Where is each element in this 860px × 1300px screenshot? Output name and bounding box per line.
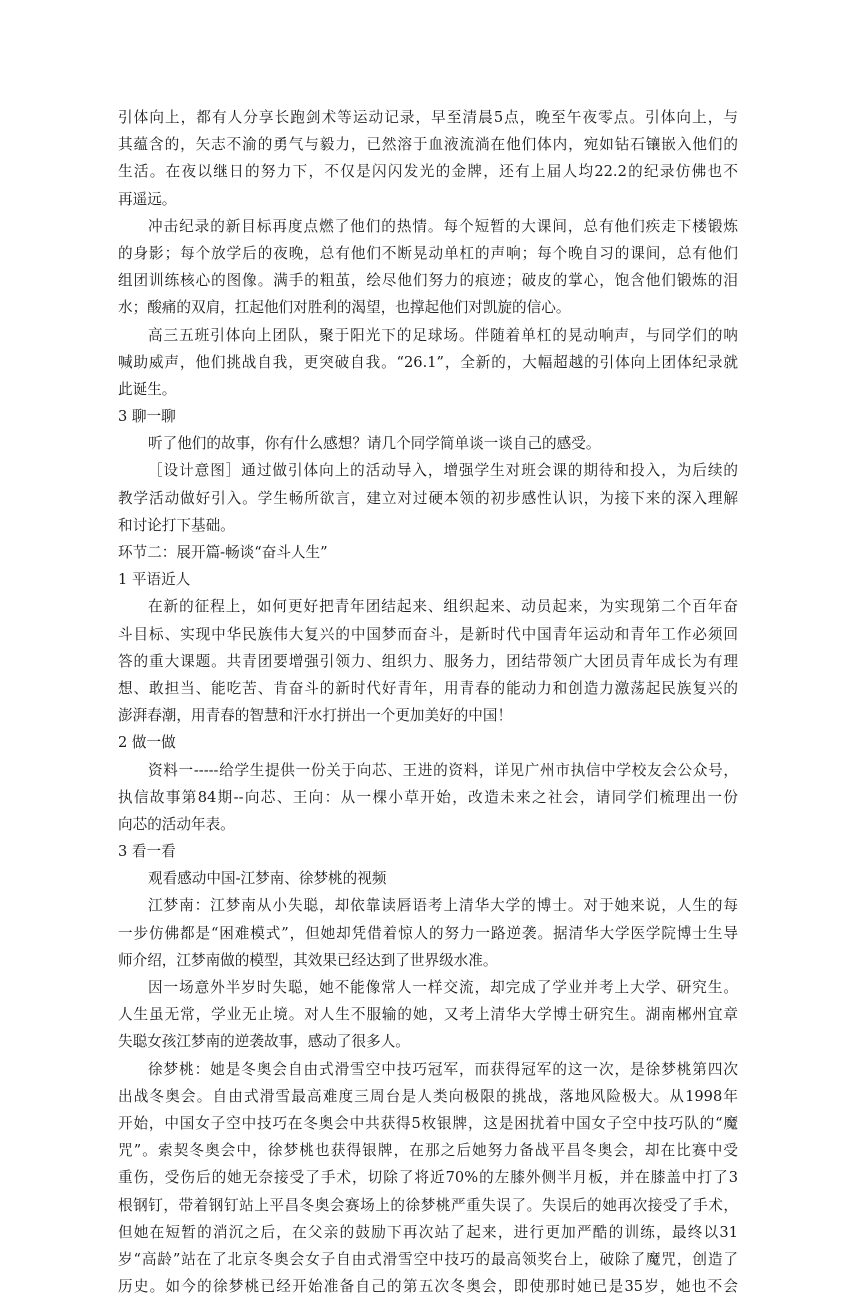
text-line: 喊助威声，他们挑战自我，更突破自我。“26.1”，全新的，大幅超越的引体向上团体纪录就 [118, 353, 738, 371]
text-line: 教学活动做好引入。学生畅所欲言，建立对过硬本领的初步感性认识，为接下来的深入理解 [118, 489, 738, 507]
text-line: 一步仿佛都是“困难模式”，但她却凭借着惊人的努力一路逆袭。据清华大学医学院博士生导 [118, 924, 738, 942]
text-line: 根钢钉，带着钢钉站上平昌冬奥会赛场上的徐梦桃严重失误了。失误后的她再次接受了手术， [118, 1196, 738, 1214]
text-line: 的身影；每个放学后的夜晚，总有他们不断晃动单杠的声响；每个晚自习的课间，总有他们 [118, 244, 738, 262]
text-line: 3 聊一聊 [118, 408, 176, 426]
text-line: 此诞生。 [118, 380, 177, 398]
text-line: 江梦南：江梦南从小失聪，却依靠读唇语考上清华大学的博士。对于她来说，人生的每 [148, 897, 738, 915]
text-line: 组团训练核心的图像。满手的粗茧，绘尽他们努力的痕迹；破皮的掌心，饱含他们锻炼的泪 [118, 272, 738, 290]
text-line: 澎湃春潮，用青春的智慧和汗水打拼出一个更加美好的中国！ [118, 707, 513, 725]
text-line: 但她在短暂的消沉之后，在父亲的鼓励下再次站了起来，进行更加严酷的训练，最终以31 [118, 1223, 738, 1241]
text-line: 在新的征程上，如何更好把青年团结起来、组织起来、动员起来，为实现第二个百年奋 [148, 598, 738, 616]
text-line: 失聪女孩江梦南的逆袭故事，感动了很多人。 [118, 1033, 410, 1051]
text-line: 徐梦桃：她是冬奥会自由式滑雪空中技巧冠军，而获得冠军的这一次，是徐梦桃第四次 [148, 1060, 738, 1078]
text-line: 水；酸痛的双肩，扛起他们对胜利的渴望，也撑起他们对凯旋的信心。 [118, 299, 571, 317]
text-line: 1 平语近人 [118, 571, 191, 589]
text-line: 听了他们的故事，你有什么感想？请几个同学简单谈一谈自己的感受。 [148, 435, 601, 453]
text-line: ［设计意图］通过做引体向上的活动导入，增强学生对班会课的期待和投入，为后续的 [148, 462, 738, 480]
text-line: 向芯的活动年表。 [118, 815, 235, 833]
text-line: 重伤，受伤后的她无奈接受了手术，切除了将近70%的左膝外侧半月板，并在膝盖中打了3 [118, 1169, 738, 1187]
text-line: 环节二：展开篇-畅谈“奋斗人生” [118, 544, 328, 561]
text-line: 其蕴含的，矢志不渝的勇气与毅力，已然溶于血液流淌在他们体内，宛如钻石镶嵌入他们的 [118, 136, 738, 154]
text-line: 再遥远。 [118, 190, 177, 208]
text-line: 因一场意外半岁时失聪，她不能像常人一样交流，却完成了学业并考上大学、研究生。 [148, 979, 738, 996]
text-line: 想、敢担当、能吃苦、肯奋斗的新时代好青年，用青春的能动力和创造力激荡起民族复兴的 [118, 679, 738, 697]
text-line: 咒”。索契冬奥会中，徐梦桃也获得银牌，在那之后她努力备战平昌冬奥会，却在比赛中受 [118, 1142, 738, 1160]
text-line: 出战冬奥会。自由式滑雪最高难度三周台是人类向极限的挑战，落地风险极大。从1998年 [118, 1087, 738, 1105]
text-line: 答的重大课题。共青团要增强引领力、组织力、服务力，团结带领广大团员青年成长为有理 [118, 652, 738, 670]
text-line: 资料一-----给学生提供一份关于向芯、王进的资料，详见广州市执信中学校友会公众号， [148, 761, 738, 779]
document-body [118, 104, 738, 1300]
text-line: 观看感动中国-江梦南、徐梦桃的视频 [148, 870, 387, 888]
text-line: 人生虽无常，学业无止境。对人生不服输的她，又考上清华大学博士研究生。湖南郴州宜章 [118, 1006, 738, 1024]
text-line: 引体向上，都有人分享长跑剑术等运动记录，早至清晨5点，晚至午夜零点。引体向上，与 [118, 109, 738, 126]
text-line: 和讨论打下基础。 [118, 516, 235, 534]
text-line: 岁“高龄”站在了北京冬奥会女子自由式滑雪空中技巧的最高领奖台上，破除了魔咒，创造了 [118, 1250, 738, 1268]
text-line: 师介绍，江梦南做的模型，其效果已经达到了世界级水准。 [118, 951, 498, 969]
text-line: 冲击纪录的新目标再度点燃了他们的热情。每个短暂的大课间，总有他们疾走下楼锻炼 [148, 217, 738, 235]
text-line: 开始，中国女子空中技巧在冬奥会中共获得5枚银牌，这是困扰着中国女子空中技巧队的“魔 [118, 1114, 738, 1132]
text-line: 高三五班引体向上团队，聚于阳光下的足球场。伴随着单杠的晃动响声，与同学们的呐 [148, 326, 738, 344]
text-line: 2 做一做 [118, 734, 176, 752]
text-line: 生活。在夜以继日的努力下，不仅是闪闪发光的金牌，还有上届人均22.2的纪录仿佛也不 [118, 163, 738, 181]
text-line: 执信故事第84期--向芯、王向：从一棵小草开始，改造未来之社会，请同学们梳理出一份 [118, 788, 738, 806]
text-line: 3 看一看 [118, 843, 176, 861]
text-line: 斗目标、实现中华民族伟大复兴的中国梦而奋斗，是新时代中国青年运动和青年工作必须回 [118, 625, 738, 643]
text-line: 历史。如今的徐梦桃已经开始准备自己的第五次冬奥会，即使那时她已是35岁，她也不会 [118, 1278, 738, 1296]
